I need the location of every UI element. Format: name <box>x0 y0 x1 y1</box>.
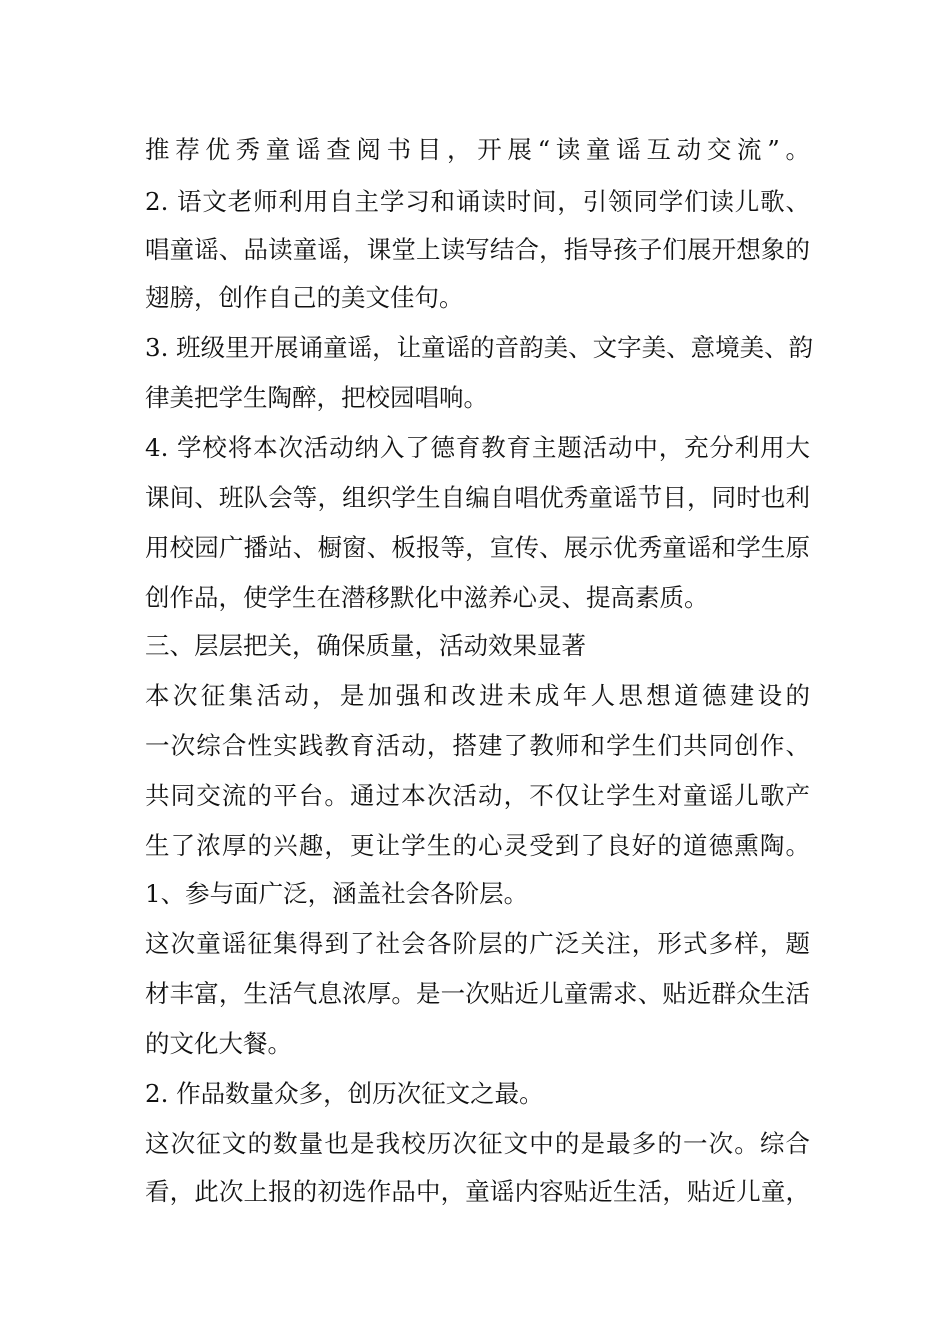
text-line: 材丰富，生活气息浓厚。是一次贴近儿童需求、贴近群众生活 <box>145 979 810 1008</box>
text-line: 推荐优秀童谣查阅书目，开展“读童谣互动交流”。 <box>145 135 810 164</box>
text-line: 4. 学校将本次活动纳入了德育教育主题活动中，充分利用大 <box>145 433 810 462</box>
sub-heading: 1、参与面广泛，涵盖社会各阶层。 <box>145 879 529 908</box>
text-line: 律美把学生陶醉，把校园唱响。 <box>145 383 488 412</box>
text-line: 一次综合性实践教育活动，搭建了教师和学生们共同创作、 <box>145 731 810 760</box>
text-line: 3. 班级里开展诵童谣，让童谣的音韵美、文字美、意境美、韵 <box>145 333 814 362</box>
section-heading: 三、层层把关，确保质量，活动效果显著 <box>145 631 586 660</box>
text-line: 创作品，使学生在潜移默化中滋养心灵、提高素质。 <box>145 583 709 612</box>
text-line: 唱童谣、品读童谣，课堂上读写结合，指导孩子们展开想象的 <box>145 235 810 264</box>
text-line: 生了浓厚的兴趣，更让学生的心灵受到了良好的道德熏陶。 <box>145 831 810 860</box>
text-line: 2. 语文老师利用自主学习和诵读时间，引领同学们读儿歌、 <box>145 187 810 216</box>
text-line: 这次征文的数量也是我校历次征文中的是最多的一次。综合 <box>145 1129 810 1158</box>
text-line: 翅膀，创作自己的美文佳句。 <box>145 283 464 312</box>
text-line: 课间、班队会等，组织学生自编自唱优秀童谣节目，同时也利 <box>145 483 810 512</box>
text-line: 用校园广播站、橱窗、板报等，宣传、展示优秀童谣和学生原 <box>145 533 810 562</box>
text-line: 这次童谣征集得到了社会各阶层的广泛关注，形式多样，题 <box>145 929 810 958</box>
text-line: 的文化大餐。 <box>145 1029 292 1058</box>
text-line: 本次征集活动，是加强和改进未成年人思想道德建设的 <box>145 681 810 710</box>
text-line: 共同交流的平台。通过本次活动，不仅让学生对童谣儿歌产 <box>145 781 810 810</box>
sub-heading: 2. 作品数量众多，创历次征文之最。 <box>145 1079 544 1108</box>
text-line: 看，此次上报的初选作品中，童谣内容贴近生活，贴近儿童， <box>145 1177 810 1206</box>
